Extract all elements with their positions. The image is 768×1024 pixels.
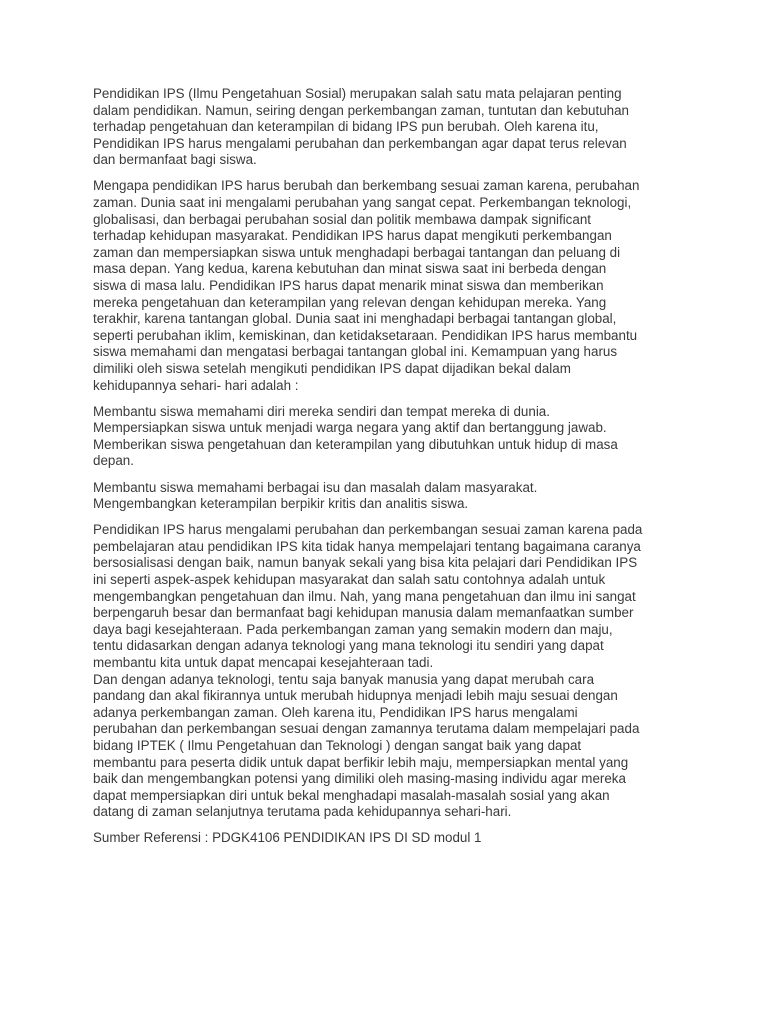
paragraph-technology: Dan dengan adanya teknologi, tentu saja banyak manusia yang dapat merubah cara pandang dan akal fikirannya untuk merubah hidupnya menjadi lebih maju sesuai dengan adanya perkembangan zaman. Oleh karena itu, Pendidikan IPS harus mengalami perubahan dan perkembangan sesuai dengan zamannya terutama dalam mempelajari pada bidang IPTEK ( Ilmu Pengetahuan dan Teknologi ) dengan sangat baik yang dapat membantu para peserta didik untuk dapat berfikir lebih maju, mempersiapkan mental yang baik dan mengembangkan potensi yang dimiliki oleh masing-masing individu agar mereka dapat mempersiapkan diri untuk bekal menghadapi masalah-masalah sosial yang akan datang di zaman selanjutnya terutama pada kehidupannya sehari-hari. bbox=[93, 671, 640, 820]
paragraph-abilities-1: Membantu siswa memahami diri mereka sendiri dan tempat mereka di dunia. Mempersiapkan siswa untuk menjadi warga negara yang aktif dan bertanggung jawab. Memberikan siswa pengetahuan dan keterampilan yang dibutuhkan untuk hidup di masa depan. bbox=[93, 403, 618, 469]
paragraph-abilities-2: Membantu siswa memahami berbagai isu dan masalah dalam masyarakat. Mengembangkan keterampilan berpikir kritis dan analitis siswa. bbox=[93, 479, 538, 512]
paragraph-argument: Pendidikan IPS harus mengalami perubahan dan perkembangan sesuai zaman karena pada pembelajaran atau pendidikan IPS kita tidak hanya mempelajari tentang bagaimana caranya bersosialisasi dengan baik, namun banyak sekali yang bisa kita pelajari dari Pendidikan IPS ini seperti aspek-aspek kehidupan masyarakat dan salah satu contohnya adalah untuk mengembangkan pengetahuan dan ilmu. Nah, yang mana pengetahuan dan ilmu ini sangat berpengaruh besar dan bermanfaat bagi kehidupan manusia dalam memanfaatkan sumber daya bagi kesejahteraan. Pada perkembangan zaman yang semakin modern dan maju, tentu didasarkan dengan adanya teknologi yang mana teknologi itu sendiri yang dapat membantu kita untuk dapat mencapai kesejahteraan tadi. bbox=[93, 522, 643, 670]
paragraph-reasons: Mengapa pendidikan IPS harus berubah dan berkembang sesuai zaman karena, perubahan zaman. Dunia saat ini mengalami perubahan yang sangat cepat. Perkembangan teknologi, globalisasi, dan berbagai perubahan sosial dan politik membawa dampak significant terhadap kehidupan masyarakat. Pendidikan IPS harus dapat mengikuti perkembangan zaman dan mempersiapkan siswa untuk menghadapi berbagai tantangan dan peluang di masa depan. Yang kedua, karena kebutuhan dan minat siswa saat ini berbeda dengan siswa di masa lalu. Pendidikan IPS harus dapat menarik minat siswa dan memberikan mereka pengetahuan dan keterampilan yang relevan dengan kehidupan mereka. Yang terakhir, karena tantangan global. Dunia saat ini menghadapi berbagai tantangan global, seperti perubahan iklim, kemiskinan, dan ketidaksetaraan. Pendidikan IPS harus membantu siswa memahami dan mengatasi berbagai tantangan global ini. Kemampuan yang harus dimiliki oleh siswa setelah mengikuti pendidikan IPS dapat dijadikan bekal dalam kehidupannya sehari- hari adalah : bbox=[93, 178, 640, 393]
reference-line: Sumber Referensi : PDGK4106 PENDIDIKAN IPS DI SD modul 1 bbox=[93, 830, 482, 846]
document-body bbox=[93, 86, 683, 857]
paragraph-intro: Pendidikan IPS (Ilmu Pengetahuan Sosial) merupakan salah satu mata pelajaran penting dalam pendidikan. Namun, seiring dengan perkembangan zaman, tuntutan dan kebutuhan terhadap pengetahuan dan keterampilan di bidang IPS pun berubah. Oleh karena itu, Pendidikan IPS harus mengalami perubahan dan perkembangan agar dapat terus relevan dan bermanfaat bagi siswa. bbox=[93, 86, 629, 168]
